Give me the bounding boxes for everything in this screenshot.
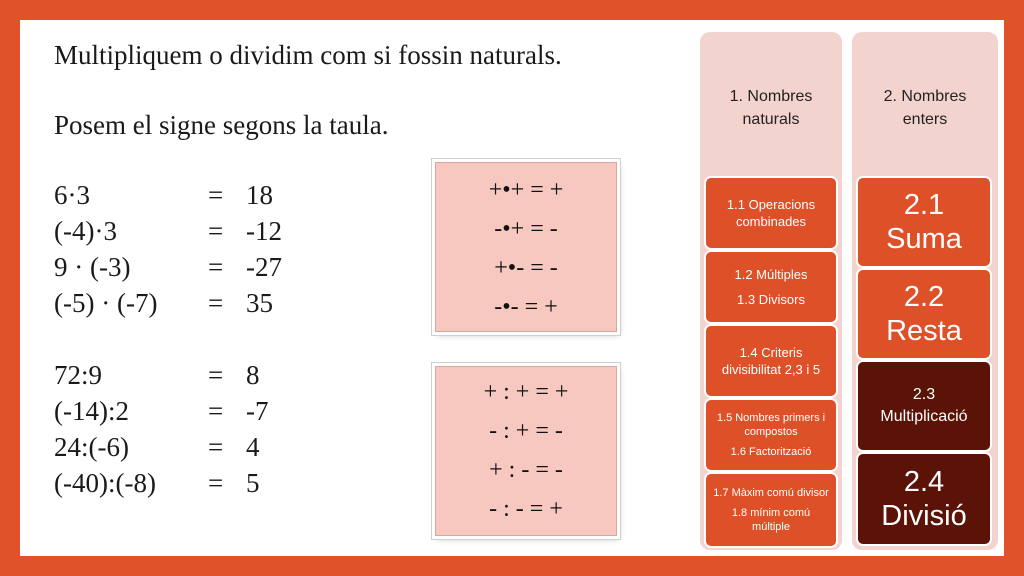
card-label: 2.2 [903,281,945,313]
card-label: Resta [886,315,962,347]
example-equals: = [208,180,224,210]
sign-rule: +•- = - [494,255,558,281]
card-label: 1.7 Màxim comú divisor [713,487,829,499]
card-label: 1.6 Factorització [730,446,812,458]
sign-rule: + : + = + [483,379,569,405]
card-suma[interactable] [856,176,992,268]
slide [20,20,1004,556]
example-result: 18 [246,180,273,210]
example-lhs: (-4)·3 [54,216,117,246]
column-heading [700,85,842,131]
card-label: 2.3 [912,386,936,403]
card-label: 1.1 Operacions [726,197,816,212]
card-label: Multiplicació [880,408,968,425]
card-resta[interactable] [856,268,992,360]
sign-rule: +•+ = + [488,177,564,203]
example-result: -12 [246,216,282,246]
card-label: 1.3 Divisors [737,292,805,307]
multiplication-sign-table [435,162,617,332]
card-label: 2.1 [903,189,945,221]
example-result: 5 [246,468,260,498]
card-label: Divisió [881,500,967,532]
sign-rule: - : - = + [489,496,563,522]
column-heading-line: naturals [742,111,800,128]
card-mcd-mcm[interactable] [704,472,838,548]
card-label: 1.5 Nombres primers i [716,412,826,424]
example-equals: = [208,360,224,390]
card-multiples-divisors[interactable] [704,250,838,324]
card-label: 1.4 Criteris [739,345,803,360]
example-lhs: 9 · (-3) [54,252,131,282]
example-result: -7 [246,396,269,426]
card-multiplicacio[interactable] [856,360,992,452]
instruction-line-2: Posem el signe segons la taula. [54,110,389,140]
instruction-line-1: Multipliquem o dividim com si fossin naturals. [54,40,562,70]
example-result: 4 [246,432,260,462]
example-lhs: 6·3 [54,180,90,210]
example-result: -27 [246,252,282,282]
example-equals: = [208,432,224,462]
card-label: Suma [886,223,962,255]
example-equals: = [208,396,224,426]
card-criteris-divisibilitat[interactable] [704,324,838,398]
card-label: combinades [735,214,807,229]
example-lhs: (-40):(-8) [54,468,156,498]
sign-rule: - : + = - [489,418,563,444]
column-heading-line: 2. Nombres [883,88,967,105]
card-operacions-combinades[interactable] [704,176,838,250]
example-equals: = [208,216,224,246]
example-lhs: 24:(-6) [54,432,129,462]
card-label: 1.2 Múltiples [734,267,808,282]
card-label: 2.4 [903,466,945,498]
example-equals: = [208,252,224,282]
example-result: 35 [246,288,273,318]
example-lhs: (-14):2 [54,396,129,426]
column-heading [852,85,998,131]
sign-rule: -•- = + [494,294,558,320]
column-heading-line: enters [902,111,948,128]
example-lhs: (-5) · (-7) [54,288,158,318]
card-nombres-primers[interactable] [704,398,838,472]
card-label: 1.8 mínim comú [731,507,811,519]
division-sign-table [435,366,617,536]
card-divisio[interactable] [856,452,992,546]
example-equals: = [208,288,224,318]
card-label: divisibilitat 2,3 i 5 [721,362,821,377]
example-equals: = [208,468,224,498]
card-label: compostos [744,426,798,438]
card-label: múltiple [752,521,790,533]
example-lhs: 72:9 [54,360,103,390]
example-result: 8 [246,360,260,390]
sign-rule: + : - = - [489,457,563,483]
column-heading-line: 1. Nombres [729,88,813,105]
sign-rule: -•+ = - [494,216,558,242]
